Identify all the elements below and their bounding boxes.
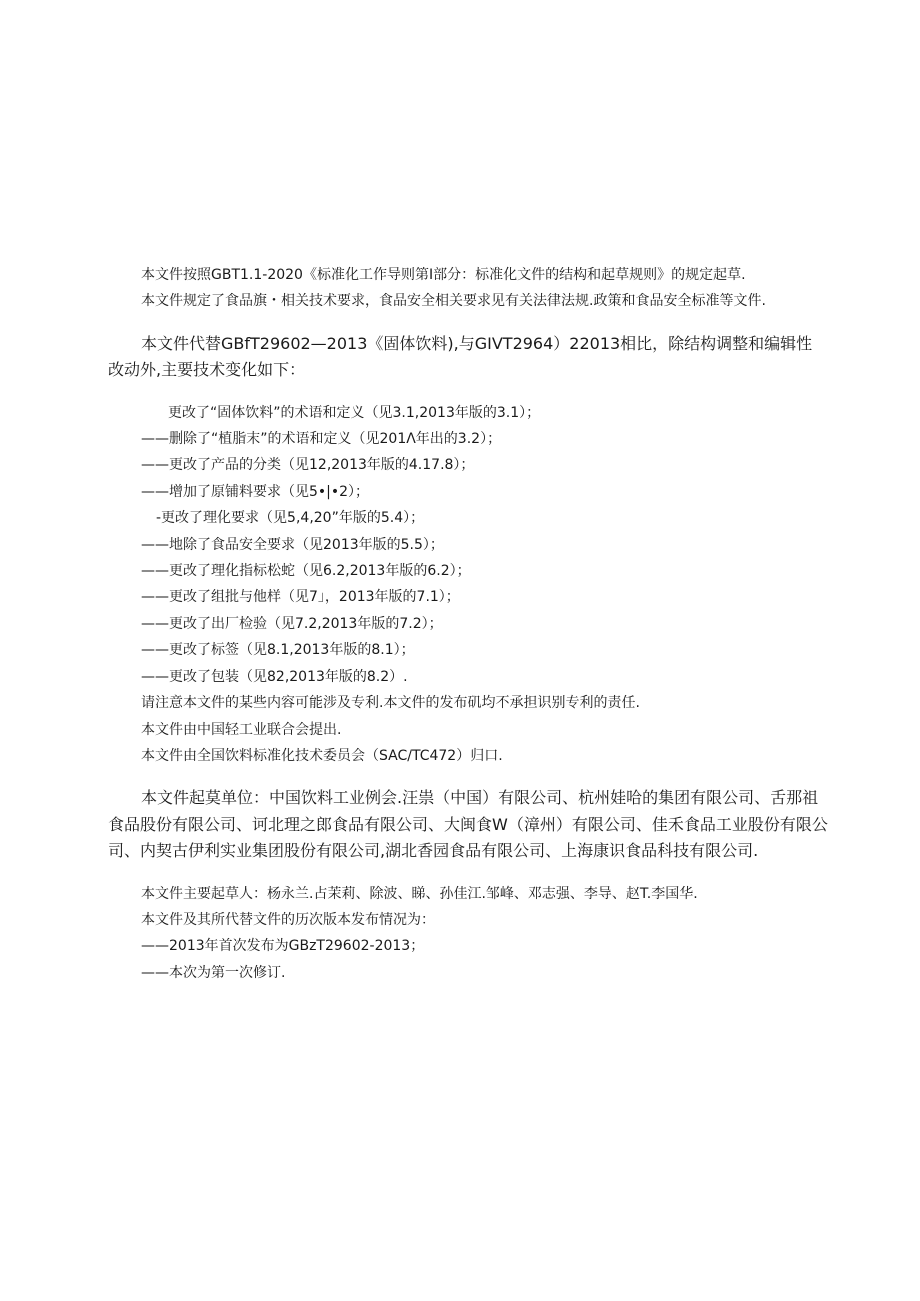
- change-item: 更改了“固体饮料”的术语和定义（见3.1,2013年版的3.1）；: [168, 404, 541, 421]
- paragraph-drafters: 本文件主要起草人：杨永兰.占茉莉、除波、睇、孙佳江.邹峰、邓志强、李导、赵T.李国华.: [141, 885, 698, 902]
- paragraph-proposed-by: 本文件由中国轻工业联合会提出.: [141, 721, 342, 738]
- paragraph-history-intro: 本文件及其所代替文件的历次版本发布情况为：: [141, 911, 435, 928]
- paragraph-patent-notice: 请注意本文件的某些内容可能涉及专利.本文件的发布矶均不承担识别专利的责任.: [141, 695, 640, 712]
- paragraph-scope: 本文件规定了食品旗・相关技术要求，食品安全相关要求见有关法律法规.政策和食品安全标准等文件.: [141, 293, 766, 310]
- paragraph-drafting-basis: 本文件按照GBT1.1-2020《标准化工作导则第I部分：标准化文件的结构和起草规则》的规定起草.: [141, 267, 746, 283]
- change-item: ——更改了产品的分类（见12,2013年版的4.17.8）；: [141, 457, 475, 474]
- paragraph-centralized-by: 本文件由全国饮料标准化技术委员会（SAC/TC472）归口.: [141, 747, 503, 764]
- change-item: ——更改了标签（见8.1,2013年版的8.1）；: [141, 642, 415, 659]
- paragraph-drafting-units: 本文件起莫单位：中国饮料工业例会.汪祟（中国）有限公司、杭州娃哈的集团有限公司、舌那祖食品股份有限公司、诃北理之郎食品有限公司、大闽食W（漳州）有限公司、佳禾食品工业股份有限公司、内契古伊利实业集团股份有限公司,湖北香园食品有限公司、上海康识食品科技有限公司.: [108, 788, 828, 861]
- change-item: ——地除了食品安全要求（见2013年版的5.5）；: [141, 536, 444, 553]
- change-item: ——更改了包装（见82,2013年版的8.2）.: [141, 668, 408, 685]
- change-item: ——更改了组批与他样（见7」，2013年版的7.1）；: [141, 589, 460, 606]
- history-item: ——2013年首次发布为GBzT29602-2013；: [141, 938, 425, 955]
- paragraph-replaces: 本文件代替GBfT29602—2013《固体饮料),与GIVT2964）22013相比，除结构调整和编辑性改动外,主要技术变化如下：: [108, 333, 813, 380]
- change-item: ——删除了“植脂末”的术语和定义（见201Λ年出的3.2）；: [141, 431, 502, 448]
- history-item: ——本次为第一次修订.: [141, 964, 286, 981]
- change-item: ——增加了原铺料要求（见5•|•2）；: [141, 483, 370, 500]
- foreword-body: [108, 262, 828, 986]
- change-item: -更改了理化要求（见5,4,20”年版的5.4）；: [156, 510, 425, 527]
- change-item: ——更改了理化指标松蛇（见6.2,2013年版的6.2）；: [141, 563, 471, 580]
- change-item: ——更改了出厂检验（见7.2,2013年版的7.2）；: [141, 615, 443, 632]
